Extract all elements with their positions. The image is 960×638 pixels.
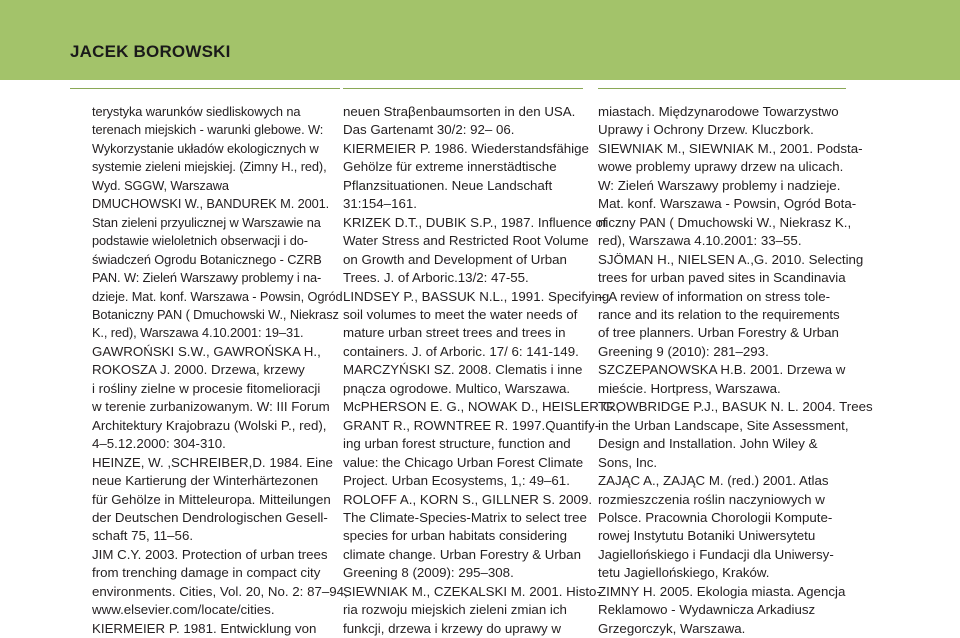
reference-line: – A review of information on stress tole- [598, 288, 831, 304]
reference-line: neue Kartierung der Winterhärtezonen [92, 473, 319, 489]
reference-line: neuen Straβenbaumsorten in den USA. [343, 104, 576, 119]
reference-line: K., red), Warszawa 4.10.2001: 19–31. [92, 325, 304, 341]
reference-line: of tree planners. Urban Forestry & Urban [598, 325, 839, 341]
reference-line: TROWBRIDGE P.J., BASUK N. L. 2004. Trees [598, 399, 873, 415]
reference-line: in the Urban Landscape, Site Assessment, [598, 417, 849, 433]
reference-line: ZAJĄC A., ZAJĄC M. (red.) 2001. Atlas [598, 473, 829, 489]
reference-line: SIEWNIAK M., SIEWNIAK M., 2001. Podsta- [598, 140, 863, 156]
reference-line: 31:154–161. [343, 196, 417, 212]
reference-line: terystyka warunków siedliskowych na [92, 104, 301, 119]
reference-line: DMUCHOWSKI W., BANDUREK M. 2001. [92, 196, 330, 212]
reference-line: wowe problemy uprawy drzew na ulicach. [598, 159, 844, 175]
reference-line: mature urban street trees and trees in [343, 325, 566, 341]
reference-line: dzieje. Mat. konf. Warszawa - Powsin, Ogród [92, 288, 343, 304]
reference-line: rance and its relation to the requirements [598, 306, 840, 322]
reference-line: der Deutschen Dendrologischen Gesell- [92, 509, 328, 525]
reference-line: Reklamowo - Wydawnicza Arkadiusz [598, 602, 816, 618]
reference-line: GRANT R., ROWNTREE R. 1997.Quantify- [343, 417, 600, 433]
reference-line: für Gehölze in Mitteleuropa. Mitteilungen [92, 491, 331, 507]
column-rule-2 [343, 88, 583, 89]
column-rule-1 [70, 88, 340, 89]
reference-line: ing urban forest structure, function and [343, 436, 571, 452]
reference-line: terenach miejskich - warunki glebowe. W: [92, 122, 324, 138]
reference-line: Architektury Krajobrazu (Wolski P., red), [92, 417, 327, 433]
reference-line: Polsce. Pracownia Chorologii Kompute- [598, 509, 833, 525]
reference-line: Grzegorczyk, Warszawa. [598, 620, 746, 636]
reference-line: species for urban habitats considering [343, 528, 567, 544]
reference-line: Trees. J. of Arboric.13/2: 47-55. [343, 270, 529, 286]
reference-line: SJÖMAN H., NIELSEN A.,G. 2010. Selecting [598, 251, 864, 267]
reference-line: W: Zieleń Warszawy problemy i nadzieje. [598, 177, 841, 193]
reference-line: from trenching damage in compact city [92, 565, 321, 581]
reference-line: rowej Instytutu Botaniki Uniwersytetu [598, 528, 816, 544]
reference-line: rozmieszczenia roślin naczyniowych w [598, 491, 825, 507]
reference-line: climate change. Urban Forestry & Urban [343, 546, 581, 562]
reference-line: tetu Jagiellońskiego, Kraków. [598, 565, 770, 581]
reference-line: KRIZEK D.T., DUBIK S.P., 1987. Influence of [343, 214, 607, 230]
reference-line: Water Stress and Restricted Root Volume [343, 233, 589, 249]
reference-line: Pflanzsituationen. Neue Landschaft [343, 177, 553, 193]
reference-line: świadczeń Ogrodu Botanicznego - CZRB [92, 251, 322, 267]
reference-line: Greening 9 (2010): 281–293. [598, 343, 769, 359]
reference-line: KIERMEIER P. 1986. Wiederstandsfähige [343, 140, 589, 156]
reference-line: w terenie zurbanizowanym. W: III Forum [92, 399, 330, 415]
reference-line: i rośliny zielne w procesie fitomelioracji [92, 380, 321, 396]
reference-line: PAN. W: Zieleń Warszawy problemy i na- [92, 270, 322, 286]
reference-line: HEINZE, W. ,SCHREIBER,D. 1984. Eine [92, 454, 333, 470]
reference-line: SIEWNIAK M., CZEKALSKI M. 2001. Histo- [343, 583, 601, 599]
reference-line: on Growth and Development of Urban [343, 251, 567, 267]
reference-line: funkcji, drzewa i krzewy do uprawy w [343, 620, 561, 636]
reference-line: miastach. Międzynarodowe Towarzystwo [598, 104, 839, 119]
reference-line: KIERMEIER P. 1981. Entwicklung von [92, 620, 317, 636]
reference-line: environments. Cities, Vol. 20, No. 2: 87–94, [92, 583, 348, 599]
author-name: JACEK BOROWSKI [70, 42, 231, 61]
reference-line: MARCZYŃSKI SZ. 2008. Clematis i inne [343, 362, 583, 378]
reference-line: Wyd. SGGW, Warszawa [92, 177, 229, 193]
reference-line: 4–5.12.2000: 304-310. [92, 436, 226, 452]
reference-line: schaft 75, 11–56. [92, 528, 194, 544]
reference-line: pnącza ogrodowe. Multico, Warszawa. [343, 380, 571, 396]
reference-line: GAWROŃSKI S.W., GAWROŃSKA H., [92, 343, 321, 359]
reference-line: podstawie wieloletnich obserwacji i do- [92, 233, 308, 249]
reference-line: soil volumes to meet the water needs of [343, 306, 578, 322]
reference-line: The Climate-Species-Matrix to select tree [343, 509, 587, 525]
reference-line: trees for urban paved sites in Scandinavia [598, 270, 846, 286]
reference-line: Gehölze für extreme innerstädtische [343, 159, 557, 175]
reference-line: LINDSEY P., BASSUK N.L., 1991. Specifying [343, 288, 610, 304]
reference-line: Greening 8 (2009): 295–308. [343, 565, 514, 581]
reference-line: value: the Chicago Urban Forest Climate [343, 454, 584, 470]
reference-line: Project. Urban Ecosystems, 1,: 49–61. [343, 473, 570, 489]
reference-line: McPHERSON E. G., NOWAK D., HEISLER G., [343, 399, 621, 415]
reference-line: Stan zieleni przyulicznej w Warszawie na [92, 214, 321, 230]
references-column-3 [598, 103, 873, 638]
reference-line: ZIMNY H. 2005. Ekologia miasta. Agencja [598, 583, 846, 599]
reference-line: systemie zieleni miejskiej. (Zimny H., red), [92, 159, 327, 175]
reference-line: Wykorzystanie układów ekologicznych w [92, 140, 319, 156]
reference-line: www.elsevier.com/locate/cities. [92, 602, 275, 618]
reference-line: Mat. konf. Warszawa - Powsin, Ogród Bota- [598, 196, 857, 212]
references-column-2 [343, 103, 621, 638]
reference-line: mieście. Hortpress, Warszawa. [598, 380, 781, 396]
reference-line: Design and Installation. John Wiley & [598, 436, 818, 452]
reference-line: Sons, Inc. [598, 454, 658, 470]
reference-line: SZCZEPANOWSKA H.B. 2001. Drzewa w [598, 362, 846, 378]
reference-line: JIM C.Y. 2003. Protection of urban trees [92, 546, 328, 562]
reference-line: Jagiellońskiego i Fundacji dla Uniwersy- [598, 546, 834, 562]
header-bar [0, 0, 960, 80]
reference-line: Botaniczny PAN ( Dmuchowski W., Niekrasz [92, 306, 339, 322]
reference-line: red), Warszawa 4.10.2001: 33–55. [598, 233, 802, 249]
references-column-1 [92, 103, 348, 638]
reference-line: Das Gartenamt 30/2: 92– 06. [343, 122, 515, 138]
reference-line: ROKOSZA J. 2000. Drzewa, krzewy [92, 362, 305, 378]
reference-line: containers. J. of Arboric. 17/ 6: 141-149. [343, 343, 579, 359]
column-rule-3 [598, 88, 846, 89]
reference-line: ria rozwoju miejskich zieleni zmian ich [343, 602, 567, 618]
reference-line: ROLOFF A., KORN S., GILLNER S. 2009. [343, 491, 593, 507]
reference-line: niczny PAN ( Dmuchowski W., Niekrasz K., [598, 214, 852, 230]
reference-line: Uprawy i Ochrony Drzew. Kluczbork. [598, 122, 814, 138]
